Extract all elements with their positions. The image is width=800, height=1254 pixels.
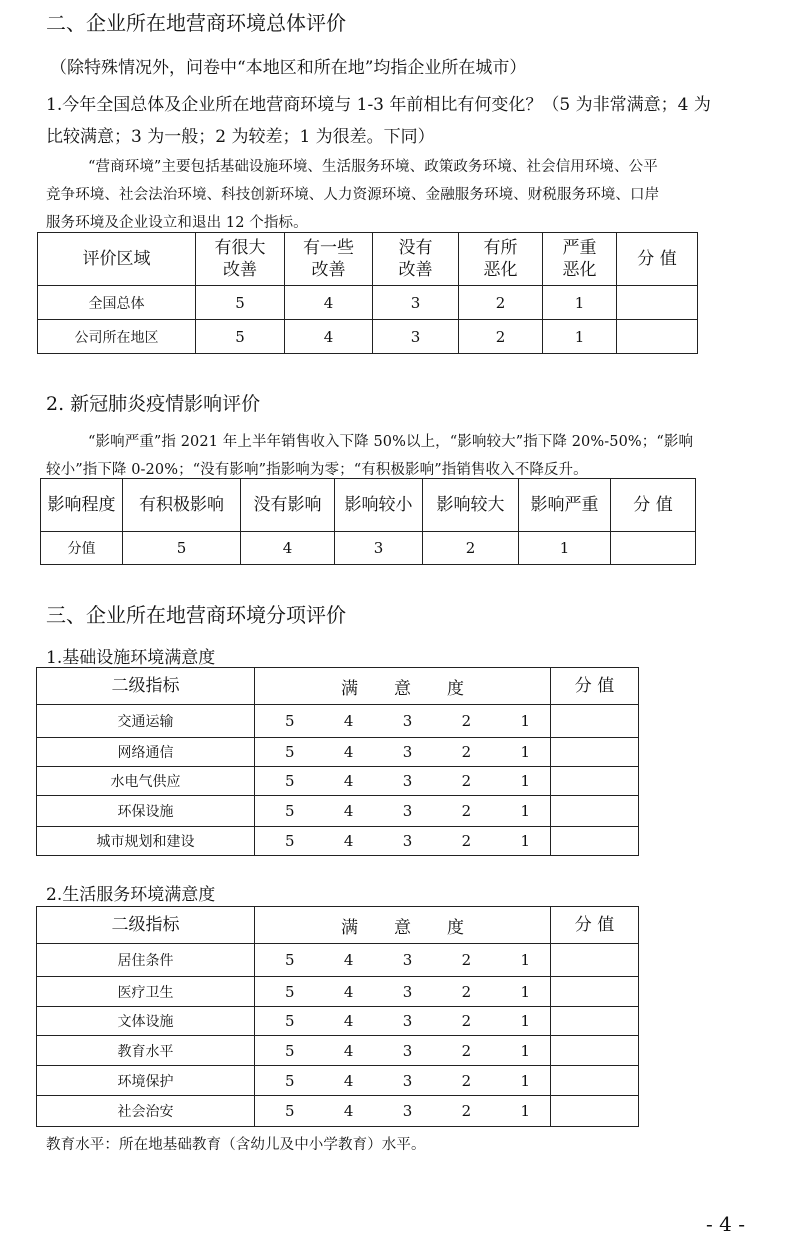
score-field[interactable]	[551, 1007, 639, 1036]
table-header-row	[37, 907, 639, 944]
row-label: 交通运输	[37, 705, 255, 738]
rating-1[interactable]: 1	[520, 802, 530, 820]
question-1-note-line-3: 服务环境及企业设立和退出 12 个指标。	[46, 215, 308, 231]
table-row	[37, 827, 639, 856]
header-satisfaction: 满 意 度	[255, 907, 551, 944]
header-impact-level: 影响程度	[41, 479, 123, 532]
header-score: 分 值	[551, 668, 639, 705]
section-3-title: 三、企业所在地营商环境分项评价	[46, 603, 346, 627]
header-region: 评价区域	[38, 233, 196, 286]
life-services-table	[36, 906, 639, 1127]
page-number: - 4 -	[706, 1212, 745, 1236]
score-field[interactable]	[617, 286, 698, 320]
header-score: 分 值	[551, 907, 639, 944]
footnote: 教育水平：所在地基础教育（含幼儿及中小学教育）水平。	[46, 1137, 426, 1153]
header-severe-impact: 影响严重	[519, 479, 611, 532]
rating-2[interactable]: 2	[459, 320, 543, 354]
rating-5[interactable]: 5	[285, 802, 295, 820]
score-field[interactable]	[551, 767, 639, 796]
row-label: 全国总体	[38, 286, 196, 320]
score-field[interactable]	[551, 1096, 639, 1127]
header-no-improvement: 没有 改善	[373, 233, 459, 286]
rating-1[interactable]: 1	[520, 1041, 530, 1060]
header-positive-impact: 有积极影响	[123, 479, 241, 532]
rating-4[interactable]: 4	[343, 1102, 354, 1120]
table-row	[41, 532, 696, 565]
rating-3[interactable]: 3	[402, 832, 413, 850]
rating-4[interactable]: 4	[343, 832, 354, 850]
rating-options	[255, 767, 551, 796]
question-1-note-line-2: 竞争环境、社会法治环境、科技创新环境、人力资源环境、金融服务环境、财税服务环境、口岸	[46, 187, 660, 203]
rating-1[interactable]: 1	[520, 982, 530, 1001]
row-label: 社会治安	[37, 1096, 255, 1127]
table-row	[37, 1066, 639, 1096]
table-header-row	[37, 668, 639, 705]
rating-2[interactable]: 2	[461, 1012, 472, 1030]
rating-options	[255, 1066, 551, 1096]
rating-1[interactable]: 1	[520, 772, 530, 790]
section-title: 二、企业所在地营商环境总体评价	[46, 11, 346, 35]
score-field[interactable]	[617, 320, 698, 354]
header-some-improvement: 有一些 改善	[285, 233, 373, 286]
rating-1[interactable]: 1	[519, 532, 611, 565]
rating-4[interactable]: 4	[343, 1012, 354, 1030]
header-small-impact: 影响较小	[335, 479, 423, 532]
row-label: 分值	[41, 532, 123, 565]
rating-1[interactable]: 1	[543, 320, 617, 354]
rating-2[interactable]: 2	[461, 802, 472, 820]
question-1-line-1: 1.今年全国总体及企业所在地营商环境与 1-3 年前相比有何变化？（5 为非常满意；4 为	[46, 95, 711, 115]
rating-3[interactable]: 3	[402, 743, 413, 761]
rating-5[interactable]: 5	[285, 743, 295, 761]
rating-5[interactable]: 5	[285, 832, 295, 850]
row-label: 医疗卫生	[37, 977, 255, 1007]
rating-3[interactable]: 3	[402, 772, 413, 790]
table-header-row	[41, 479, 696, 532]
rating-2[interactable]: 2	[459, 286, 543, 320]
rating-options	[255, 1036, 551, 1066]
header-great-improvement: 有很大 改善	[196, 233, 285, 286]
rating-3[interactable]: 3	[402, 1102, 413, 1120]
rating-options	[255, 944, 551, 977]
rating-1[interactable]: 1	[520, 1012, 530, 1030]
rating-1[interactable]: 1	[520, 743, 530, 761]
rating-2[interactable]: 2	[461, 1102, 472, 1120]
header-serious-decline: 严重 恶化	[543, 233, 617, 286]
rating-5[interactable]: 5	[285, 772, 295, 790]
rating-3[interactable]: 3	[402, 1041, 413, 1060]
rating-options	[255, 1096, 551, 1127]
rating-5[interactable]: 5	[285, 1102, 295, 1120]
rating-2[interactable]: 2	[461, 832, 472, 850]
question-2-note-line-2: 较小”指下降 0-20%；“没有影响”指影响为零；“有积极影响”指销售收入不降反升。	[46, 462, 588, 478]
rating-3[interactable]: 3	[402, 1012, 413, 1030]
table-header-row	[38, 233, 698, 286]
rating-4[interactable]: 4	[241, 532, 335, 565]
header-satisfaction: 满 意 度	[255, 668, 551, 705]
header-index: 二级指标	[37, 668, 255, 705]
covid-impact-table	[40, 478, 696, 565]
header-score: 分 值	[611, 479, 696, 532]
rating-2[interactable]: 2	[461, 951, 472, 969]
row-label: 公司所在地区	[38, 320, 196, 354]
table-row	[37, 705, 639, 738]
rating-1[interactable]: 1	[520, 832, 530, 850]
rating-options	[255, 1007, 551, 1036]
table-row	[37, 1096, 639, 1127]
rating-2[interactable]: 2	[461, 1041, 472, 1060]
rating-5[interactable]: 5	[285, 982, 295, 1001]
rating-5[interactable]: 5	[285, 1071, 295, 1090]
score-field[interactable]	[551, 1066, 639, 1096]
rating-2[interactable]: 2	[461, 1071, 472, 1090]
header-score: 分 值	[617, 233, 698, 286]
question-1-note-line-1: “营商环境”主要包括基础设施环境、生活服务环境、政策政务环境、社会信用环境、公平	[88, 159, 658, 175]
score-field[interactable]	[551, 944, 639, 977]
table-row	[37, 1036, 639, 1066]
life-services-title: 2.生活服务环境满意度	[46, 885, 216, 905]
rating-3[interactable]: 3	[402, 1071, 413, 1090]
table-row	[37, 944, 639, 977]
row-label: 教育水平	[37, 1036, 255, 1066]
rating-5[interactable]: 5	[196, 320, 285, 354]
rating-5[interactable]: 5	[285, 1012, 295, 1030]
rating-5[interactable]: 5	[285, 951, 295, 969]
score-field[interactable]	[551, 1036, 639, 1066]
table-row	[37, 1007, 639, 1036]
rating-options	[255, 705, 551, 738]
infrastructure-title: 1.基础设施环境满意度	[46, 648, 216, 668]
rating-1[interactable]: 1	[543, 286, 617, 320]
rating-4[interactable]: 4	[343, 772, 354, 790]
row-label: 文体设施	[37, 1007, 255, 1036]
score-field[interactable]	[611, 532, 696, 565]
row-label: 网络通信	[37, 738, 255, 767]
table-row	[37, 738, 639, 767]
rating-4[interactable]: 4	[343, 951, 354, 969]
rating-3[interactable]: 3	[402, 951, 413, 969]
rating-3[interactable]: 3	[373, 320, 459, 354]
rating-4[interactable]: 4	[285, 320, 373, 354]
rating-3[interactable]: 3	[335, 532, 423, 565]
rating-options	[255, 977, 551, 1007]
rating-5[interactable]: 5	[285, 712, 295, 730]
rating-1[interactable]: 1	[520, 951, 530, 969]
rating-3[interactable]: 3	[402, 982, 413, 1001]
rating-1[interactable]: 1	[520, 1102, 530, 1120]
table-row	[37, 796, 639, 827]
rating-3[interactable]: 3	[402, 802, 413, 820]
rating-4[interactable]: 4	[285, 286, 373, 320]
header-index: 二级指标	[37, 907, 255, 944]
rating-2[interactable]: 2	[423, 532, 519, 565]
rating-4[interactable]: 4	[343, 1071, 354, 1090]
row-label: 环境保护	[37, 1066, 255, 1096]
rating-2[interactable]: 2	[461, 743, 472, 761]
rating-5[interactable]: 5	[196, 286, 285, 320]
score-field[interactable]	[551, 827, 639, 856]
rating-2[interactable]: 2	[461, 712, 472, 730]
header-large-impact: 影响较大	[423, 479, 519, 532]
table-row	[37, 977, 639, 1007]
overall-evaluation-table	[37, 232, 698, 354]
rating-5[interactable]: 5	[285, 1041, 295, 1060]
rating-5[interactable]: 5	[123, 532, 241, 565]
score-field[interactable]	[551, 705, 639, 738]
rating-3[interactable]: 3	[402, 712, 413, 730]
rating-1[interactable]: 1	[520, 712, 530, 730]
rating-4[interactable]: 4	[343, 802, 354, 820]
rating-4[interactable]: 4	[343, 743, 354, 761]
infrastructure-table	[36, 667, 639, 856]
rating-2[interactable]: 2	[461, 982, 472, 1001]
section-subtitle: （除特殊情况外，问卷中“本地区和所在地”均指企业所在城市）	[50, 58, 527, 78]
header-some-decline: 有所 恶化	[459, 233, 543, 286]
question-2-title: 2. 新冠肺炎疫情影响评价	[46, 393, 261, 415]
row-label: 居住条件	[37, 944, 255, 977]
question-1-line-2: 比较满意；3 为一般；2 为较差；1 为很差。下同）	[46, 127, 435, 147]
row-label: 环保设施	[37, 796, 255, 827]
score-field[interactable]	[551, 977, 639, 1007]
table-row	[38, 320, 698, 354]
score-field[interactable]	[551, 796, 639, 827]
table-row	[38, 286, 698, 320]
rating-options	[255, 738, 551, 767]
score-field[interactable]	[551, 738, 639, 767]
rating-2[interactable]: 2	[461, 772, 472, 790]
row-label: 水电气供应	[37, 767, 255, 796]
rating-4[interactable]: 4	[343, 712, 354, 730]
rating-options	[255, 827, 551, 856]
question-2-note-line-1: “影响严重”指 2021 年上半年销售收入下降 50%以上，“影响较大”指下降 20%-50%；“影响	[88, 434, 694, 450]
row-label: 城市规划和建设	[37, 827, 255, 856]
rating-3[interactable]: 3	[373, 286, 459, 320]
rating-options	[255, 796, 551, 827]
rating-1[interactable]: 1	[520, 1071, 530, 1090]
table-row	[37, 767, 639, 796]
header-no-impact: 没有影响	[241, 479, 335, 532]
rating-4[interactable]: 4	[343, 1041, 354, 1060]
rating-4[interactable]: 4	[343, 982, 354, 1001]
